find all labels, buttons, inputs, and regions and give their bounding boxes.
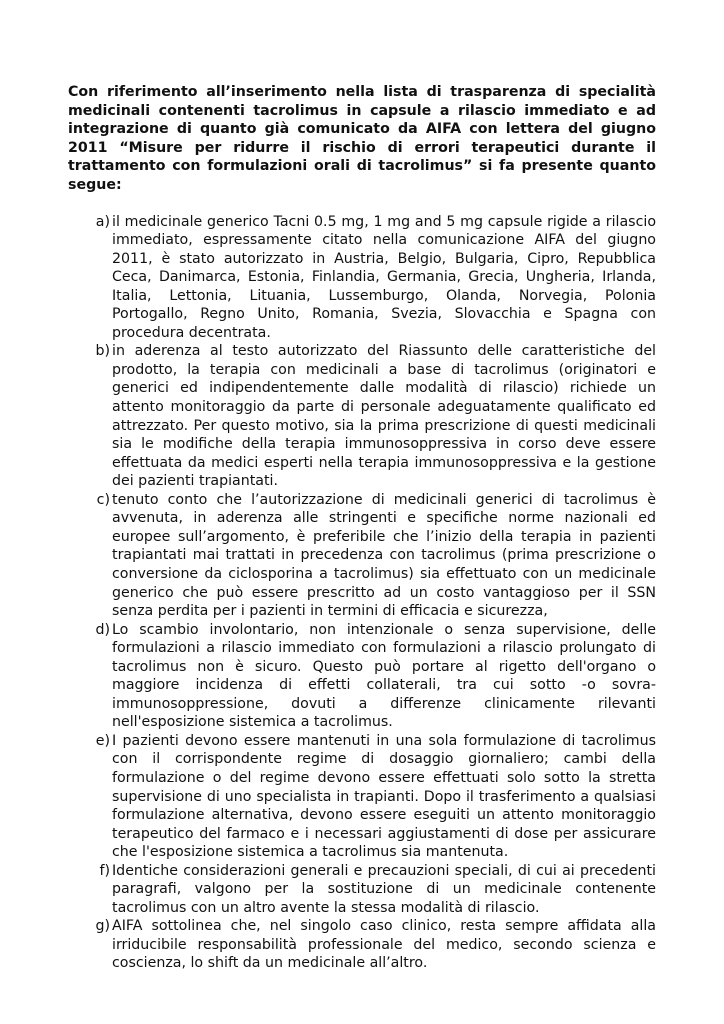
list-item-g [68, 917, 656, 973]
document-page [68, 83, 656, 973]
list-marker: b) [95, 343, 110, 360]
list-marker: e) [95, 732, 110, 749]
list-item-text: I pazienti devono essere mantenuti in una sola formulazione di tacrolimus con il corrispondente regime di dosaggio giornaliero; cambi della formulazione o del regime devono essere effettuati solo sotto la stretta supervisione di uno specialista in trapianti. Dopo il trasferimento a qualsiasi formulazione alternativa, devono essere eseguiti un attento monitoraggio terapeutico del farmaco e i necessari aggiustamenti di dose per assicurare che l'esposizione sistemica a tacrolimus sia mantenuta. [112, 732, 656, 861]
list-item-b [68, 342, 656, 490]
list-item-text: in aderenza al testo autorizzato del Riassunto delle caratteristiche del prodotto, la terapia con medicinali a base di tacrolimus (originatori e generici ed indipendentemente dalle modalità di rilascio) richiede un attento monitoraggio da parte di personale adeguatamente qualificato ed attrezzato. Per questo motivo, sia la prima prescrizione di questi medicinali sia le modifiche della terapia immunosoppressiva in corso deve essere effettuata da medici esperti nella terapia immunosoppressiva e la gestione dei pazienti trapiantati. [112, 343, 656, 490]
list-marker: a) [95, 213, 110, 230]
list-item-text: AIFA sottolinea che, nel singolo caso clinico, resta sempre affidata alla irriducibile responsabilità professionale del medico, secondo scienza e coscienza, lo shift da un medicinale all’altro. [112, 918, 656, 972]
list-item-text: il medicinale generico Tacni 0.5 mg, 1 mg and 5 mg capsule rigide a rilascio immediato, espressamente citato nella comunicazione AIFA del giugno 2011, è stato autorizzato in Austria, Belgio, Bulgaria, Cipro, Repubblica Ceca, Danimarca, Estonia, Finlandia, Germania, Grecia, Ungheria, Irlanda, Italia, Lettonia, Lituania, Lussemburgo, Olanda, Norvegia, Polonia Portogallo, Regno Unito, Romania, Svezia, Slovacchia e Spagna con procedura decentrata. [112, 213, 656, 341]
list-item-c [68, 491, 656, 621]
list-item-f [68, 862, 656, 918]
list-item-a [68, 213, 656, 343]
list-item-d [68, 621, 656, 732]
list-item-text: Lo scambio involontario, non intenzionale o senza supervisione, delle formulazioni a rilascio immediato con formulazioni a rilascio prolungato di tacrolimus non è sicuro. Questo può portare al rigetto dell'organo o maggiore incidenza di effetti collaterali, tra cui sotto -o sovra-immunosoppressione, dovuti a differenze clinicamente rilevanti nell'esposizione sistemica a tacrolimus. [112, 621, 656, 731]
list-item-text: Identiche considerazioni generali e precauzioni speciali, di cui ai precedenti paragrafi, valgono per la sostituzione di un medicinale contenente tacrolimus con un altro avente la stessa modalità di rilascio. [112, 862, 656, 916]
list-item-text: tenuto conto che l’autorizzazione di medicinali generici di tacrolimus è avvenuta, in aderenza alle stringenti e specifiche norme nazionali ed europee sull’argomento, è preferibile che l’inizio della terapia in pazienti trapiantati mai trattati in precedenza con tacrolimus (prima prescrizione o conversione da ciclosporina a tacrolimus) sia effettuato con un medicinale generico che può essere prescritto ad un costo vantaggioso per il SSN senza perdita per i pazienti in termini di efficacia e sicurezza, [112, 491, 656, 620]
intro-paragraph: Con riferimento all’inserimento nella lista di trasparenza di specialità medicinali contenenti tacrolimus in capsule a rilascio immediato e ad integrazione di quanto già comunicato da AIFA con lettera del giugno 2011 “Misure per ridurre il rischio di errori terapeutici durante il trattamento con formulazioni orali di tacrolimus” si fa presente quanto segue: [68, 84, 656, 193]
list-marker: g) [95, 918, 110, 935]
list-marker: f) [99, 862, 110, 879]
list-marker: c) [96, 491, 110, 508]
list-marker: d) [95, 621, 110, 638]
list-item-e [68, 732, 656, 862]
numbered-list [68, 213, 656, 973]
